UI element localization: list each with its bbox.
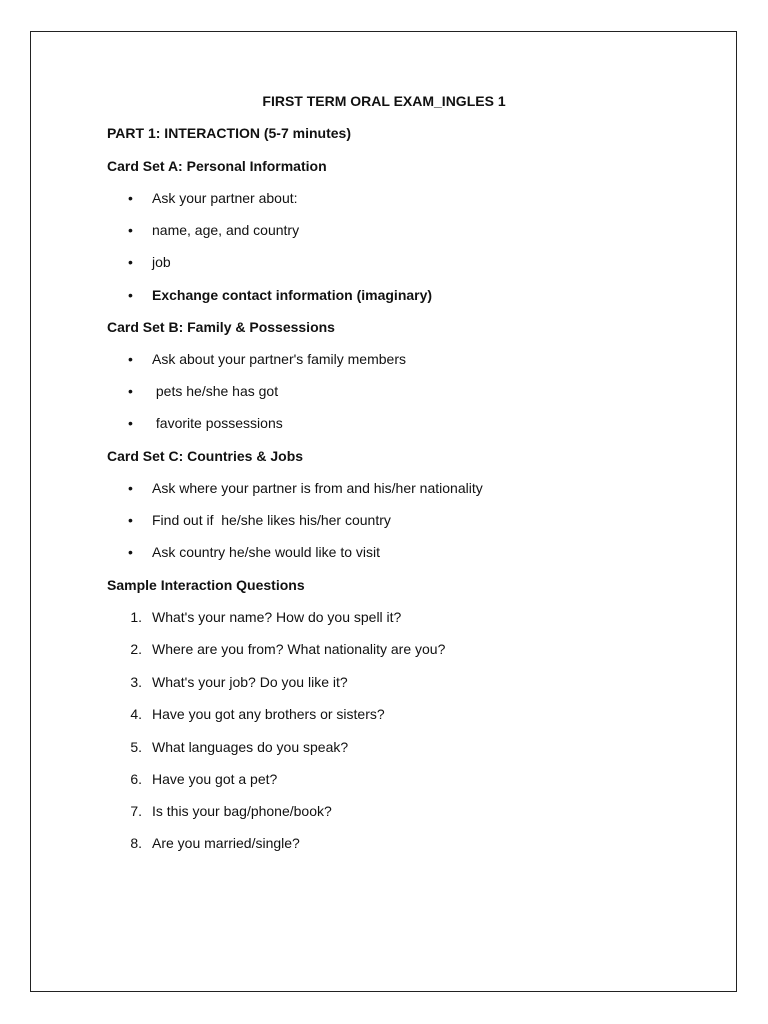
question-number: 3. xyxy=(130,674,142,690)
list-item: Ask where your partner is from and his/her nationality xyxy=(152,480,483,496)
question-number: 4. xyxy=(130,706,142,722)
list-item: pets he/she has got xyxy=(152,383,279,399)
question-number: 5. xyxy=(130,739,142,755)
question-item: What languages do you speak? xyxy=(152,739,349,755)
part1-heading: PART 1: INTERACTION (5-7 minutes) xyxy=(107,125,351,141)
list-item: job xyxy=(152,254,171,270)
bullet-marker: • xyxy=(128,415,133,431)
list-item: Exchange contact information (imaginary) xyxy=(152,287,433,303)
question-item: Are you married/single? xyxy=(152,835,300,851)
list-item: name, age, and country xyxy=(152,222,300,238)
bullet-marker: • xyxy=(128,512,133,528)
question-number: 2. xyxy=(130,641,142,657)
list-item: Ask about your partner's family members xyxy=(152,351,406,367)
list-item: Find out if he/she likes his/her country xyxy=(152,512,391,528)
question-number: 1. xyxy=(130,609,142,625)
sample-questions-heading: Sample Interaction Questions xyxy=(107,577,305,593)
bullet-marker: • xyxy=(128,222,133,238)
bullet-marker: • xyxy=(128,383,133,399)
question-item: What's your job? Do you like it? xyxy=(152,674,348,690)
question-item: Is this your bag/phone/book? xyxy=(152,803,332,819)
question-number: 7. xyxy=(130,803,142,819)
question-number: 8. xyxy=(130,835,142,851)
document-title: FIRST TERM ORAL EXAM_INGLES 1 xyxy=(262,93,506,109)
question-item: Where are you from? What nationality are you? xyxy=(152,641,446,657)
card-set-a-heading: Card Set A: Personal Information xyxy=(107,158,327,174)
question-item: Have you got a pet? xyxy=(152,771,278,787)
list-item: Ask your partner about: xyxy=(152,190,298,206)
card-set-b-heading: Card Set B: Family & Possessions xyxy=(107,319,335,335)
question-item: What's your name? How do you spell it? xyxy=(152,609,402,625)
question-item: Have you got any brothers or sisters? xyxy=(152,706,385,722)
bullet-marker: • xyxy=(128,254,133,270)
list-item: Ask country he/she would like to visit xyxy=(152,544,380,560)
bullet-marker: • xyxy=(128,544,133,560)
bullet-marker: • xyxy=(128,190,133,206)
question-number: 6. xyxy=(130,771,142,787)
list-item: favorite possessions xyxy=(152,415,283,431)
card-set-c-heading: Card Set C: Countries & Jobs xyxy=(107,448,304,464)
bullet-marker: • xyxy=(128,287,133,303)
bullet-marker: • xyxy=(128,351,133,367)
bullet-marker: • xyxy=(128,480,133,496)
